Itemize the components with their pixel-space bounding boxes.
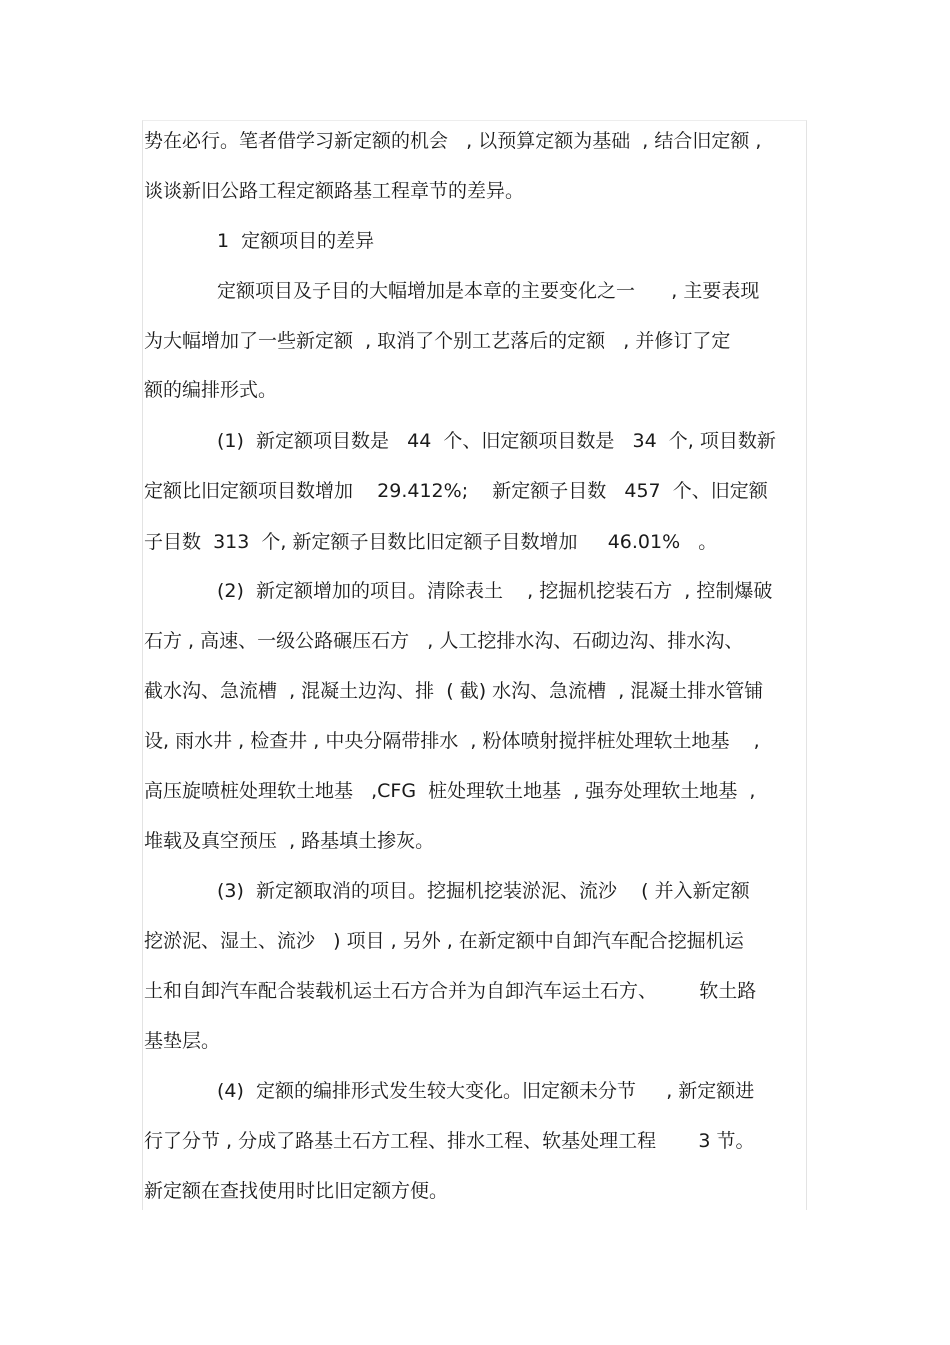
text-line: (3) 新定额取消的项目。挖掘机挖装淤泥、流沙 ( 并入新定额 <box>217 880 750 902</box>
text-line: 行了分节 , 分成了路基土石方工程、排水工程、软基处理工程 3 节。 <box>144 1130 755 1152</box>
text-line: (1) 新定额项目数是 44 个、旧定额项目数是 34 个, 项目数新 <box>217 430 776 452</box>
text-line: 新定额在查找使用时比旧定额方便。 <box>144 1180 449 1202</box>
text-line: 土和自卸汽车配合装载机运土石方合并为自卸汽车运土石方、 软土路 <box>144 980 757 1002</box>
text-line: (2) 新定额增加的项目。清除表土 , 挖掘机挖装石方 , 控制爆破 <box>217 580 773 602</box>
text-line: 定额比旧定额项目数增加 29.412%; 新定额子目数 457 个、旧定额 <box>144 480 768 502</box>
text-line: 子目数 313 个, 新定额子目数比旧定额子目数增加 46.01% 。 <box>144 531 718 553</box>
text-line: 堆载及真空预压 , 路基填土掺灰。 <box>144 830 435 852</box>
text-line: 高压旋喷桩处理软土地基 ,CFG 桩处理软土地基 , 强夯处理软土地基 , <box>144 780 756 802</box>
text-line: 石方 , 高速、一级公路碾压石方 , 人工挖排水沟、石砌边沟、排水沟、 <box>144 630 744 652</box>
text-line: (4) 定额的编排形式发生较大变化。旧定额未分节 , 新定额进 <box>217 1080 755 1102</box>
text-line: 势在必行。笔者借学习新定额的机会 , 以预算定额为基础 , 结合旧定额 , <box>144 130 762 152</box>
text-line: 谈谈新旧公路工程定额路基工程章节的差异。 <box>144 180 525 202</box>
text-line: 设, 雨水井 , 检查井 , 中央分隔带排水 , 粉体喷射搅拌桩处理软土地基 , <box>144 730 760 752</box>
text-line: 基垫层。 <box>144 1030 221 1052</box>
text-line: 额的编排形式。 <box>144 379 278 401</box>
text-line: 定额项目及子目的大幅增加是本章的主要变化之一 , 主要表现 <box>217 280 760 302</box>
text-line: 挖淤泥、湿土、流沙 ) 项目 , 另外 , 在新定额中自卸汽车配合挖掘机运 <box>144 930 744 952</box>
text-line: 为大幅增加了一些新定额 , 取消了个别工艺落后的定额 , 并修订了定 <box>144 330 731 352</box>
text-line: 截水沟、急流槽 , 混凝土边沟、排 ( 截) 水沟、急流槽 , 混凝土排水管铺 <box>144 680 764 702</box>
section-heading: 1 定额项目的差异 <box>217 230 375 252</box>
